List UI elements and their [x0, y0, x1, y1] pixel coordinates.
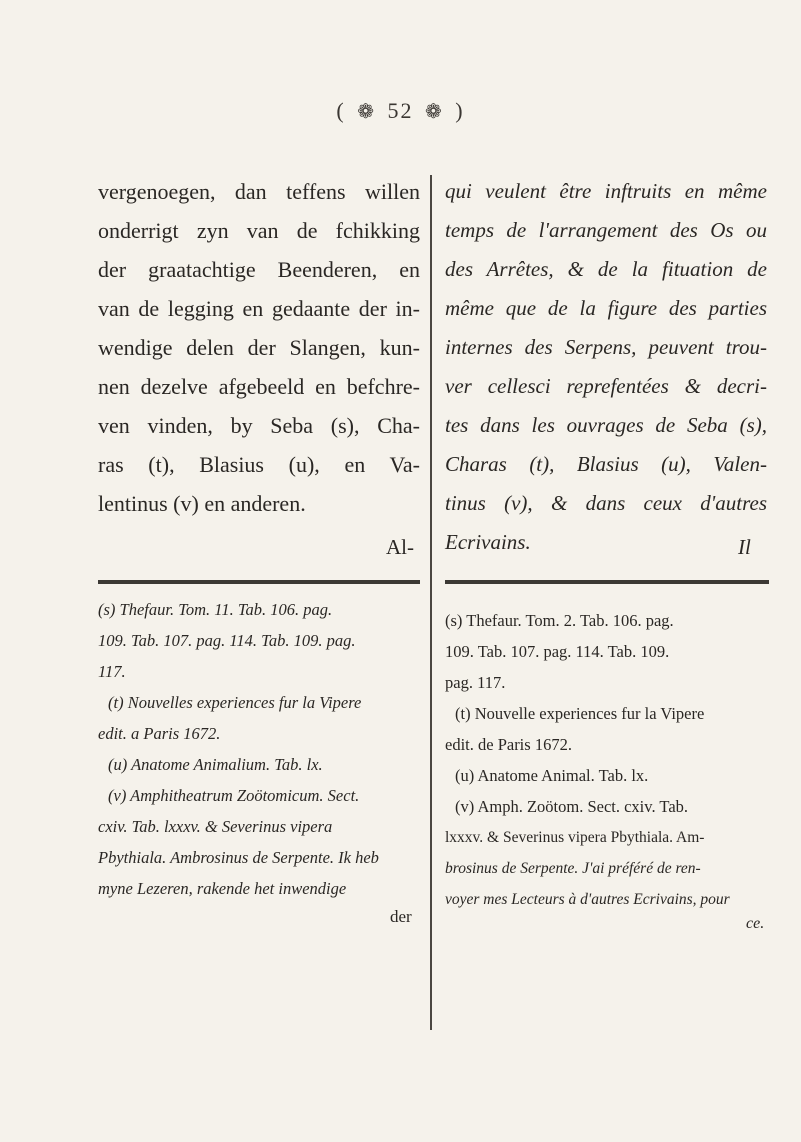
left-line: lentinus (v) en anderen. — [98, 491, 306, 516]
left-note-line: myne Lezeren, rakende het inwendige — [98, 879, 347, 898]
ornament-left: ( — [336, 98, 346, 123]
right-notes-catchword: ce. — [746, 915, 765, 932]
right-note-line: lxxxv. & Severinus vipera Pbythiala. Am- — [445, 829, 705, 846]
right-catchword: Il — [738, 535, 751, 559]
left-line: der graatachtige Beenderen, en — [98, 257, 420, 282]
right-line: qui veulent être inftruits en même — [445, 179, 767, 203]
left-note-line: 117. — [98, 662, 126, 681]
left-column-text — [98, 172, 420, 523]
right-note-line: voyer mes Lecteurs à d'autres Ecrivains, pour — [445, 891, 730, 908]
left-note-line: (t) Nouvelles experiences fur la Vipere — [108, 693, 362, 712]
left-note-line: 109. Tab. 107. pag. 114. Tab. 109. pag. — [98, 631, 356, 650]
left-note-line: edit. a Paris 1672. — [98, 724, 221, 743]
right-line: des Arrêtes, & de la fituation de — [445, 257, 767, 281]
right-footnotes — [445, 605, 767, 915]
right-line: tes dans les ouvrages de Seba (s), — [445, 413, 767, 437]
right-line: ver cellesci reprefentées & decri- — [445, 374, 767, 398]
left-catchword: Al- — [386, 535, 414, 559]
footnote-rule-left — [98, 580, 420, 584]
left-note-line: (v) Amphitheatrum Zoötomicum. Sect. — [108, 786, 360, 805]
right-note-line: (u) Anatome Animal. Tab. lx. — [455, 766, 649, 785]
right-note-line: brosinus de Serpente. J'ai préféré de ren- — [445, 860, 701, 877]
right-note-line: edit. de Paris 1672. — [445, 735, 572, 754]
right-column-text — [445, 172, 767, 562]
left-note-line: (u) Anatome Animalium. Tab. lx. — [108, 755, 323, 774]
left-footnotes — [98, 594, 420, 904]
page-header — [0, 98, 801, 124]
left-line: wendige delen der Slangen, kun- — [98, 335, 420, 360]
left-note-line: cxiv. Tab. lxxxv. & Severinus vipera — [98, 817, 333, 836]
footnote-rule-right — [445, 580, 769, 584]
left-line: van de legging en gedaante der in- — [98, 296, 420, 321]
ornament-right: ) — [455, 98, 465, 123]
right-line: Charas (t), Blasius (u), Valen- — [445, 452, 767, 476]
column-divider — [430, 175, 432, 1030]
right-note-line: pag. 117. — [445, 673, 506, 692]
flower-ornament-icon: ❁ — [357, 101, 376, 123]
left-line: ven vinden, by Seba (s), Cha- — [98, 413, 420, 438]
right-note-line: (s) Thefaur. Tom. 2. Tab. 106. pag. — [445, 611, 674, 630]
right-line: tinus (v), & dans ceux d'autres — [445, 491, 767, 515]
right-line: temps de l'arrangement des Os ou — [445, 218, 767, 242]
left-line: ras (t), Blasius (u), en Va- — [98, 452, 420, 477]
left-line: onderrigt zyn van de fchikking — [98, 218, 420, 243]
left-line: nen dezelve afgebeeld en befchre- — [98, 374, 420, 399]
left-line: vergenoegen, dan teffens willen — [98, 179, 420, 204]
right-line: Ecrivains. — [445, 530, 531, 554]
right-note-line: 109. Tab. 107. pag. 114. Tab. 109. — [445, 642, 670, 661]
right-line: même que de la figure des parties — [445, 296, 767, 320]
flower-ornament-icon: ❁ — [425, 101, 444, 123]
right-note-line: (t) Nouvelle experiences fur la Vipere — [455, 704, 705, 723]
left-note-line: (s) Thefaur. Tom. 11. Tab. 106. pag. — [98, 600, 333, 619]
right-line: internes des Serpens, peuvent trou- — [445, 335, 767, 359]
page-number: 52 — [387, 98, 414, 123]
right-note-line: (v) Amph. Zoötom. Sect. cxiv. Tab. — [455, 797, 689, 816]
left-note-line: Pbythiala. Ambrosinus de Serpente. Ik heb — [98, 848, 379, 867]
left-notes-catchword: der — [390, 907, 412, 926]
